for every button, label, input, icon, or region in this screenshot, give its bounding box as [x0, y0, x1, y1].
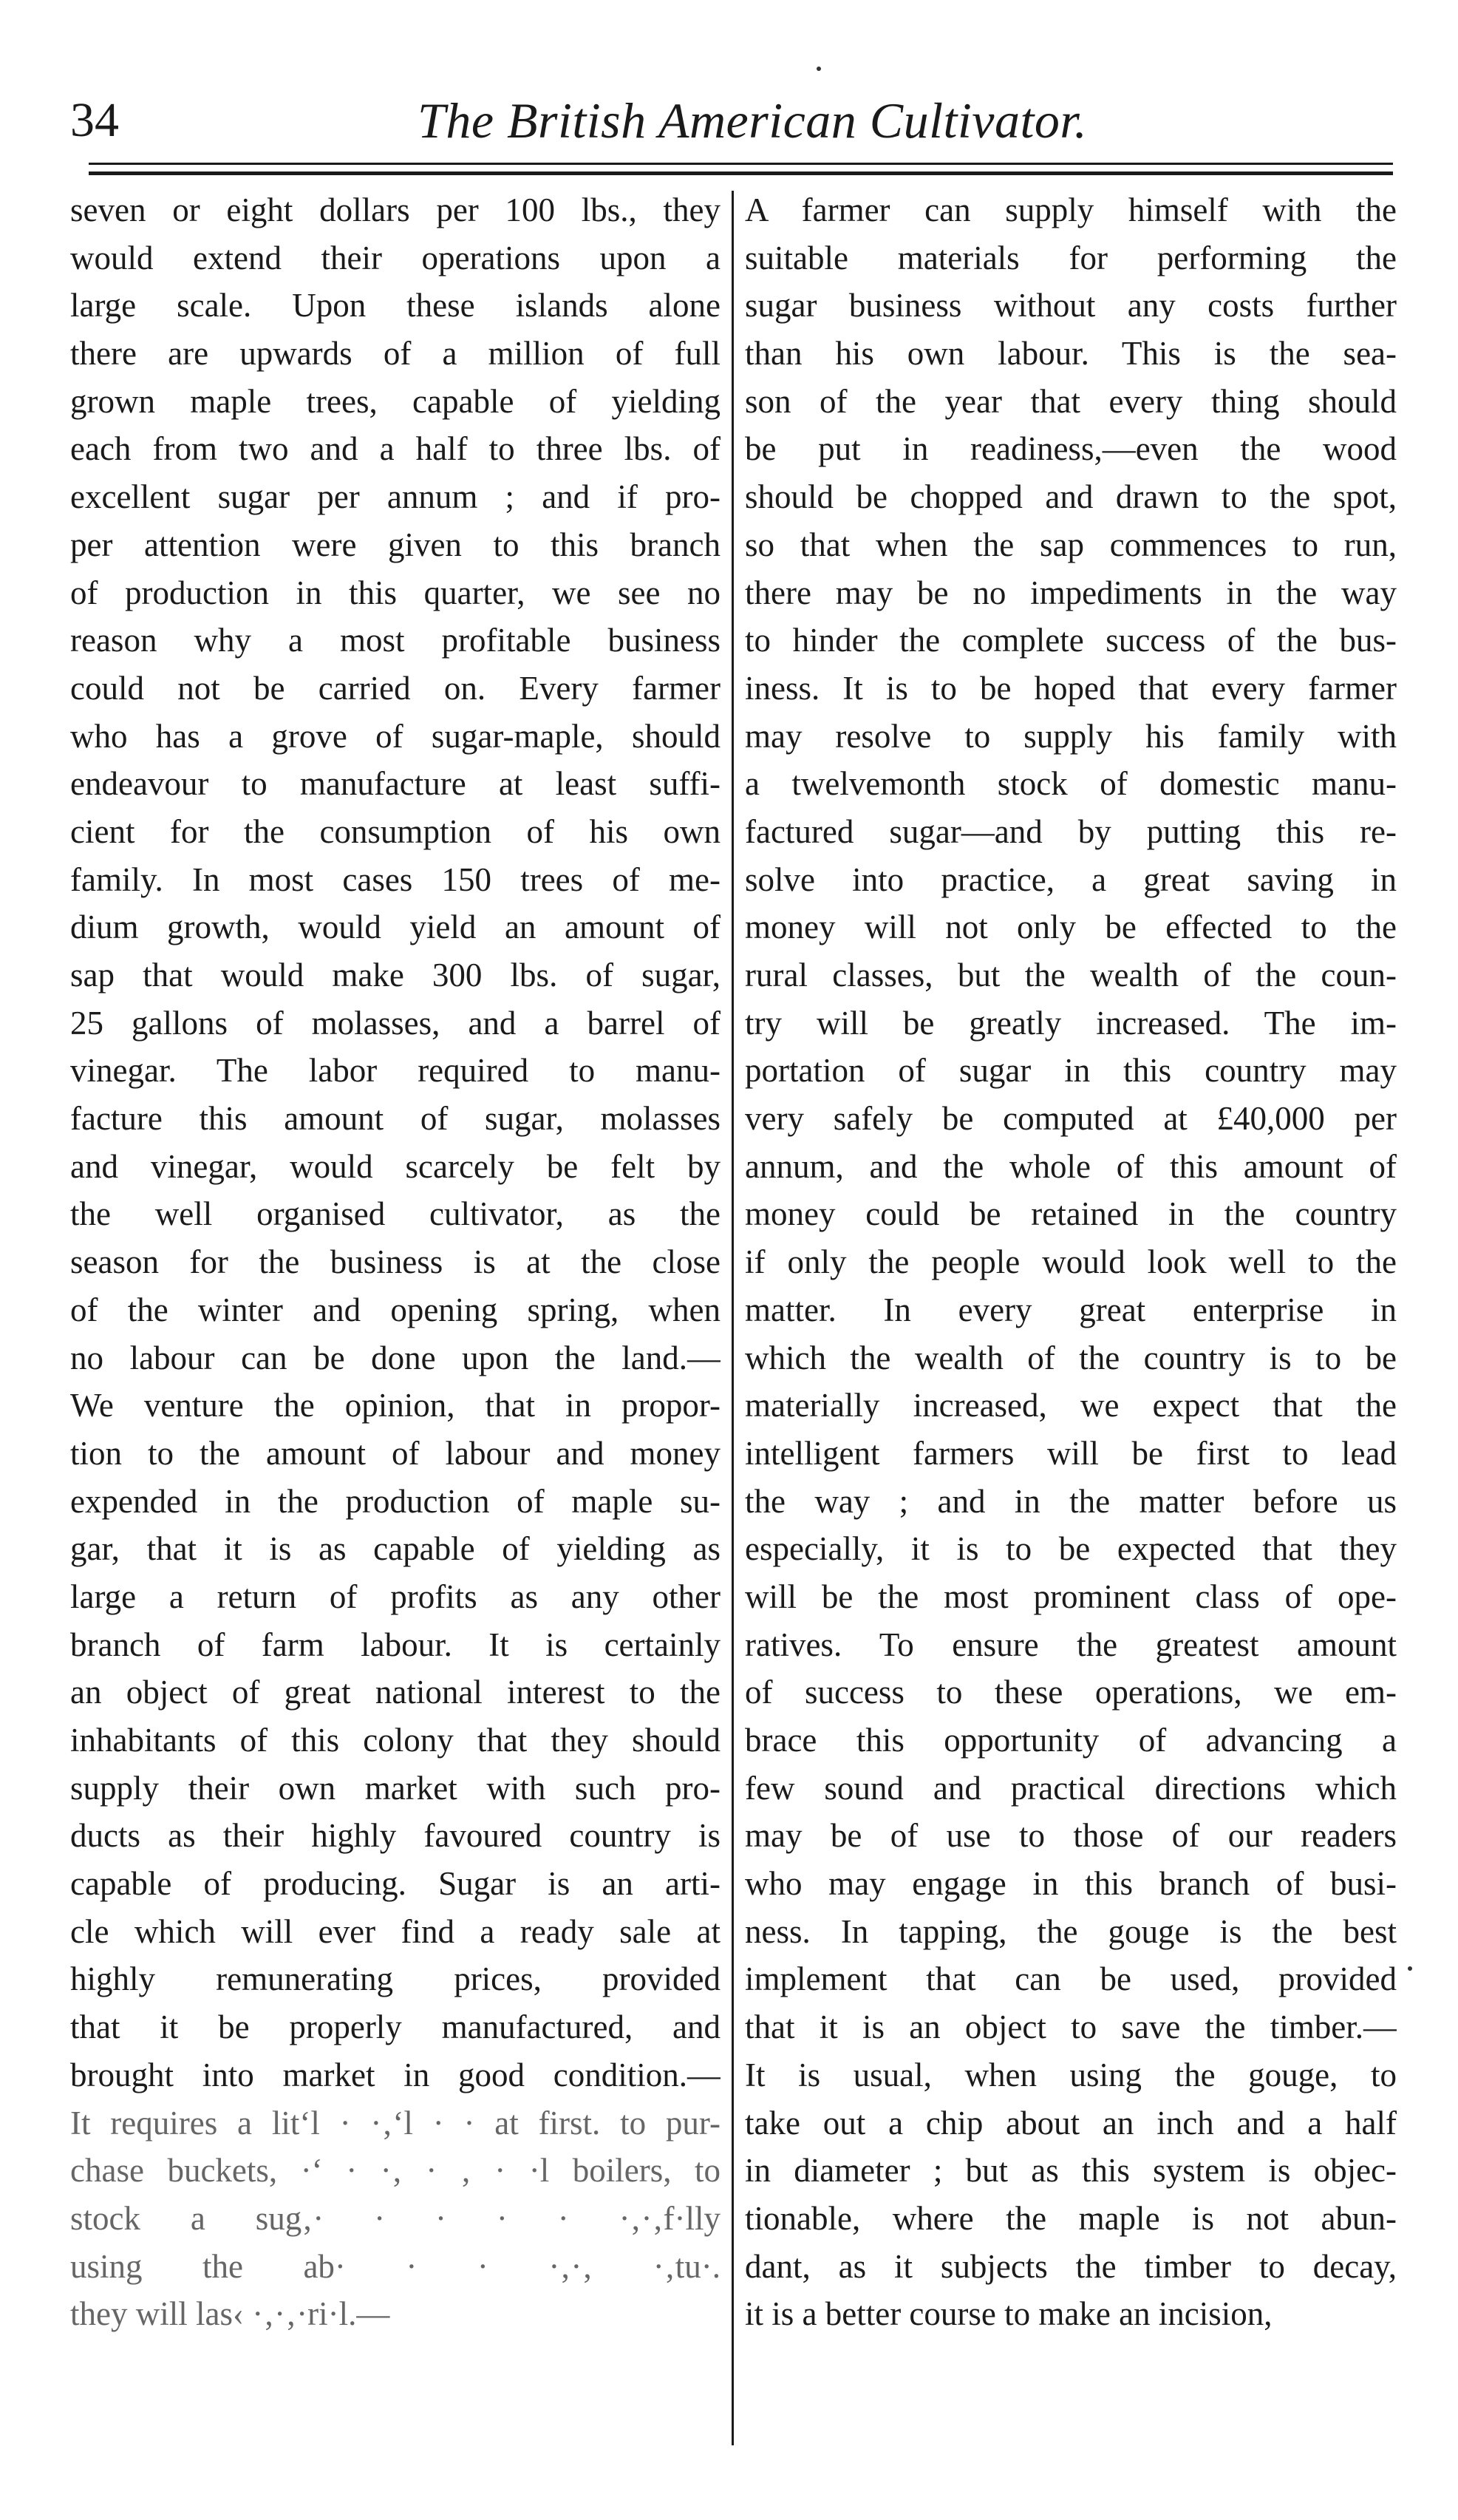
text-line: who has a grove of sugar-maple, should — [70, 717, 721, 755]
text-line: gar, that it is as capable of yielding as — [70, 1530, 721, 1568]
text-line: matter. In every great enterprise in — [745, 1291, 1397, 1328]
text-line: son of the year that every thing should — [745, 382, 1397, 420]
text-line: there are upwards of a million of full — [70, 335, 721, 373]
text-line: very safely be computed at £40,000 per — [745, 1100, 1397, 1138]
text-line: annum, and the whole of this amount of — [745, 1147, 1397, 1185]
text-line: chase buckets, ·‘ · ·‚ · ‚ · ·l boilers, to — [70, 2152, 721, 2190]
column-divider — [732, 191, 734, 2445]
right-column — [745, 186, 1397, 2338]
text-line: an object of great national interest to the — [70, 1674, 721, 1711]
text-line: facture this amount of sugar, molasses — [70, 1100, 721, 1138]
text-line: tion to the amount of labour and money — [70, 1434, 721, 1472]
text-line: of success to these operations, we em- — [745, 1674, 1397, 1711]
text-line: tionable, where the maple is not abun- — [745, 2199, 1397, 2237]
text-line: rural classes, but the wealth of the coun- — [745, 957, 1397, 994]
text-line: it is a better course to make an incision, — [745, 2295, 1273, 2333]
text-line: that it be properly manufactured, and — [70, 2008, 721, 2046]
header-rule-thick — [89, 171, 1393, 175]
text-line: inhabitants of this colony that they should — [70, 1722, 721, 1759]
text-line: to hinder the complete success of the bus- — [745, 622, 1397, 659]
text-line: each from two and a half to three lbs. of — [70, 430, 721, 468]
text-line: which the wealth of the country is to be — [745, 1339, 1397, 1376]
text-line: A farmer can supply himself with the — [745, 191, 1397, 228]
page-header — [70, 87, 1393, 154]
text-line: especially, it is to be expected that they — [745, 1530, 1397, 1568]
text-line: It requires a lit‘l · ·‚‘l · · at first. to pur- — [70, 2104, 721, 2142]
text-line: there may be no impediments in the way — [745, 574, 1397, 611]
text-line: be put in readiness,—even the wood — [745, 430, 1397, 468]
text-line: could not be carried on. Every farmer — [70, 669, 721, 707]
text-line: season for the business is at the close — [70, 1243, 721, 1281]
text-line: no labour can be done upon the land.— — [70, 1339, 721, 1376]
text-line: try will be greatly increased. The im- — [745, 1004, 1397, 1042]
text-line: highly remunerating prices, provided — [70, 1960, 721, 1998]
text-line: ducts as their highly favoured country is — [70, 1817, 721, 1855]
left-column — [70, 186, 721, 2338]
text-line: solve into practice, a great saving in — [745, 860, 1397, 898]
text-line: money could be retained in the country — [745, 1195, 1397, 1233]
text-line: supply their own market with such pro- — [70, 1769, 721, 1807]
text-line: sap that would make 300 lbs. of sugar, — [70, 957, 721, 994]
print-speck — [817, 67, 821, 71]
text-line: portation of sugar in this country may — [745, 1052, 1397, 1090]
text-line: excellent sugar per annum ; and if pro- — [70, 478, 721, 516]
text-line: brace this opportunity of advancing a — [745, 1722, 1397, 1759]
text-line: may be of use to those of our readers — [745, 1817, 1397, 1855]
text-line: and vinegar, would scarcely be felt by — [70, 1147, 721, 1185]
text-line: large scale. Upon these islands alone — [70, 287, 721, 325]
text-line: few sound and practical directions which — [745, 1769, 1397, 1807]
text-line: cient for the consumption of his own — [70, 812, 721, 850]
text-line: expended in the production of maple su- — [70, 1482, 721, 1520]
text-line: implement that can be used, provided — [745, 1960, 1397, 1998]
text-line: iness. It is to be hoped that every farmer — [745, 669, 1397, 707]
text-line: grown maple trees, capable of yielding — [70, 382, 721, 420]
text-line: cle which will ever find a ready sale at — [70, 1912, 721, 1950]
text-line: will be the most prominent class of ope- — [745, 1577, 1397, 1615]
text-line: ness. In tapping, the gouge is the best — [745, 1912, 1397, 1950]
text-line: endeavour to manufacture at least suffi- — [70, 765, 721, 803]
text-line: than his own labour. This is the sea- — [745, 335, 1397, 373]
text-line: a twelvemonth stock of domestic manu- — [745, 765, 1397, 803]
text-line: family. In most cases 150 trees of me- — [70, 860, 721, 898]
text-line: It is usual, when using the gouge, to — [745, 2056, 1397, 2093]
text-line: We venture the opinion, that in propor- — [70, 1387, 721, 1424]
text-line: vinegar. The labor required to manu- — [70, 1052, 721, 1090]
text-line: reason why a most profitable business — [70, 622, 721, 659]
text-line: they will las‹ ·‚·‚·ri·l.— — [70, 2295, 390, 2333]
text-line: brought into market in good condition.— — [70, 2056, 721, 2093]
text-line: suitable materials for performing the — [745, 239, 1397, 276]
print-speck — [1408, 1966, 1412, 1971]
text-line: should be chopped and drawn to the spot, — [745, 478, 1397, 516]
text-line: if only the people would look well to the — [745, 1243, 1397, 1281]
text-line: branch of farm labour. It is certainly — [70, 1626, 721, 1663]
text-line: intelligent farmers will be first to lead — [745, 1434, 1397, 1472]
text-line: 25 gallons of molasses, and a barrel of — [70, 1004, 721, 1042]
page-number: 34 — [70, 93, 119, 147]
text-line: stock a sug‚· · · · · ·‚·‚f·lly — [70, 2199, 721, 2237]
text-line: ratives. To ensure the greatest amount — [745, 1626, 1397, 1663]
text-line: materially increased, we expect that the — [745, 1387, 1397, 1424]
text-line: that it is an object to save the timber.— — [745, 2008, 1397, 2046]
text-line: seven or eight dollars per 100 lbs., they — [70, 191, 721, 228]
text-line: dium growth, would yield an amount of — [70, 909, 721, 946]
text-line: the way ; and in the matter before us — [745, 1482, 1397, 1520]
text-line: may resolve to supply his family with — [745, 717, 1397, 755]
text-line: in diameter ; but as this system is objec- — [745, 2152, 1397, 2190]
running-title: The British American Cultivator. — [418, 92, 1088, 149]
text-line: of the winter and opening spring, when — [70, 1291, 721, 1328]
text-line: would extend their operations upon a — [70, 239, 721, 276]
text-line: factured sugar—and by putting this re- — [745, 812, 1397, 850]
header-rule-thin — [89, 163, 1393, 165]
text-line: sugar business without any costs further — [745, 287, 1397, 325]
text-line: per attention were given to this branch — [70, 526, 721, 563]
text-line: dant, as it subjects the timber to decay, — [745, 2247, 1397, 2285]
text-line: the well organised cultivator, as the — [70, 1195, 721, 1233]
text-line: so that when the sap commences to run, — [745, 526, 1397, 563]
text-line: money will not only be effected to the — [745, 909, 1397, 946]
text-line: large a return of profits as any other — [70, 1577, 721, 1615]
text-line: who may engage in this branch of busi- — [745, 1865, 1397, 1903]
text-line: capable of producing. Sugar is an arti- — [70, 1865, 721, 1903]
text-line: of production in this quarter, we see no — [70, 574, 721, 611]
text-line: take out a chip about an inch and a half — [745, 2104, 1397, 2142]
text-line: using the ab· · · ·‚·‚ ·‚tu·. — [70, 2247, 721, 2285]
